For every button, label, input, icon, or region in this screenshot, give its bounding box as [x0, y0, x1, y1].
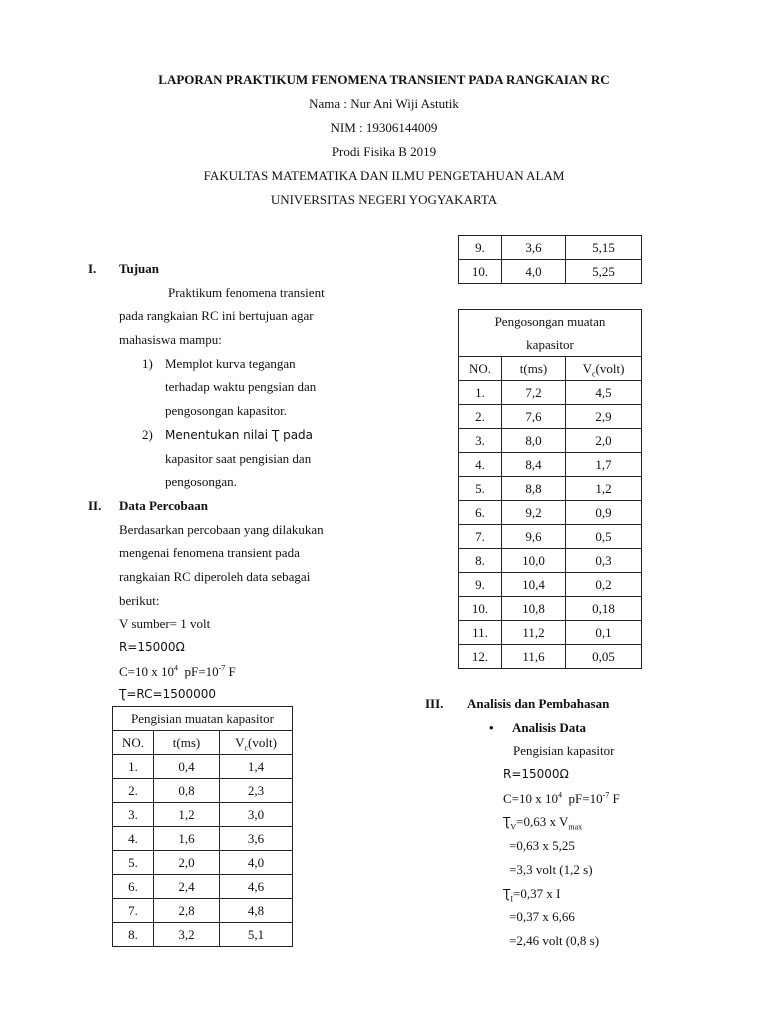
table-row: 1. 0,4 1,4: [113, 755, 293, 779]
document-title: LAPORAN PRAKTIKUM FENOMENA TRANSIENT PADA RANGKAIAN RC: [158, 72, 610, 87]
capacitance-value: C=10 x $10^4$ $pF=10^{-7}$ F: [503, 790, 620, 806]
table-row: 11. 11,2 0,1: [459, 621, 642, 645]
capacitance-value: C=10 x $10^4$ $pF=10^{-7}$ F: [119, 663, 236, 679]
resistance-value: R=15000Ω: [119, 640, 185, 654]
right-column: [425, 692, 725, 953]
item-text: Menentukan nilai Ʈ pada: [165, 427, 314, 442]
data-paragraph-line: berikut:: [119, 592, 160, 608]
discharging-table: [458, 309, 642, 669]
faculty-name: FAKULTAS MATEMATIKA DAN ILMU PENGETAHUAN ALAM: [203, 168, 565, 183]
tau-voltage-formula: $Ʈ_V=0,63$ x $V_{max}$: [503, 814, 583, 833]
tujuan-paragraph-line: Praktikum fenomena transient: [168, 284, 325, 300]
left-column: [88, 257, 368, 707]
table-row: 4. 1,6 3,6: [113, 827, 293, 851]
col-header-no: NO.: [113, 731, 154, 755]
table-row: 8. 10,0 0,3: [459, 549, 642, 573]
table-row: 6. 2,4 4,6: [113, 875, 293, 899]
table-row: 9. 3,6 5,15: [459, 236, 642, 260]
table-caption: Pengisian muatan kapasitor: [113, 707, 293, 731]
tau-voltage-step: =0,63 x 5,25: [509, 838, 575, 854]
table-row: 9. 10,4 0,2: [459, 573, 642, 597]
table-caption: Pengosongan muatan kapasitor: [459, 310, 642, 357]
tujuan-item: [88, 352, 368, 376]
v-source-value: V sumber= 1 volt: [119, 616, 211, 632]
col-header-voltage: $V_c(volt)$: [566, 357, 642, 381]
item-text: kapasitor saat pengisian dan: [165, 450, 312, 466]
time-constant-value: Ʈ=RC=1500000: [119, 687, 217, 702]
table-header-row: [459, 357, 642, 381]
document-header: [0, 68, 768, 212]
item-text: terhadap waktu pengsian dan: [165, 379, 317, 395]
charging-table-continued: [458, 235, 642, 284]
col-header-voltage: $V_c(volt)$: [220, 731, 293, 755]
tujuan-paragraph-line: pada rangkaian RC ini bertujuan agar: [119, 308, 314, 324]
university-name: UNIVERSITAS NEGERI YOGYAKARTA: [270, 192, 498, 207]
table-row: 5. 8,8 1,2: [459, 477, 642, 501]
item-text: pengosongan.: [165, 474, 237, 490]
bullet-icon: •: [489, 719, 494, 735]
table-row: 10. 4,0 5,25: [459, 260, 642, 284]
section-tujuan-heading: [88, 257, 368, 281]
table-row: 4. 8,4 1,7: [459, 453, 642, 477]
table-row: 5. 2,0 4,0: [113, 851, 293, 875]
table-header-row: [113, 731, 293, 755]
section-title: Analisis dan Pembahasan: [467, 696, 610, 711]
section-number: II.: [88, 497, 102, 513]
table-row: 2. 7,6 2,9: [459, 405, 642, 429]
section-data-heading: [88, 494, 368, 518]
data-paragraph-line: Berdasarkan percobaan yang dilakukan: [119, 521, 324, 537]
section-number: I.: [88, 261, 97, 276]
item-marker: 1): [142, 355, 153, 371]
item-text: Memplot kurva tegangan: [165, 355, 296, 371]
col-header-time: t(ms): [502, 357, 566, 381]
tau-current-result: =2,46 volt (0,8 s): [509, 932, 600, 948]
section-number: III.: [425, 696, 444, 711]
resistance-value: R=15000Ω: [503, 767, 569, 782]
table-row: 2. 0,8 2,3: [113, 779, 293, 803]
tujuan-item: [88, 423, 368, 447]
tau-current-formula: $Ʈ_I=0,37$ x I: [503, 885, 561, 904]
tau-current-step: =0,37 x 6,66: [509, 909, 575, 925]
table-row: 1. 7,2 4,5: [459, 381, 642, 405]
table-row: 8. 3,2 5,1: [113, 923, 293, 947]
table-row: 3. 8,0 2,0: [459, 429, 642, 453]
item-marker: 2): [142, 426, 153, 442]
table-row: 10. 10,8 0,18: [459, 597, 642, 621]
col-header-no: NO.: [459, 357, 502, 381]
col-header-time: t(ms): [154, 731, 220, 755]
section-title: Data Percobaan: [119, 497, 208, 513]
section-title: Tujuan: [119, 261, 159, 276]
section-analisis-heading: [425, 692, 725, 716]
item-text: pengosongan kapasitor.: [165, 403, 288, 419]
study-program: Prodi Fisika B 2019: [331, 144, 437, 159]
charging-table: [112, 706, 293, 947]
table-row: 7. 2,8 4,8: [113, 899, 293, 923]
data-paragraph-line: rangkaian RC diperoleh data sebagai: [119, 568, 311, 584]
subsection-title: Analisis Data: [512, 719, 587, 735]
student-id: NIM : 19306144009: [330, 120, 438, 135]
table-row: 7. 9,6 0,5: [459, 525, 642, 549]
table-row: 12. 11,6 0,05: [459, 645, 642, 669]
tau-voltage-result: =3,3 volt (1,2 s): [509, 861, 593, 877]
table-row: 3. 1,2 3,0: [113, 803, 293, 827]
table-row: 6. 9,2 0,9: [459, 501, 642, 525]
analisis-data-bullet: [425, 716, 725, 740]
author-name: Nama : Nur Ani Wiji Astutik: [309, 96, 459, 111]
data-paragraph-line: mengenai fenomena transient pada: [119, 545, 300, 561]
tujuan-paragraph-line: mahasiswa mampu:: [119, 332, 222, 348]
charging-subtitle: Pengisian kapasitor: [513, 743, 615, 759]
